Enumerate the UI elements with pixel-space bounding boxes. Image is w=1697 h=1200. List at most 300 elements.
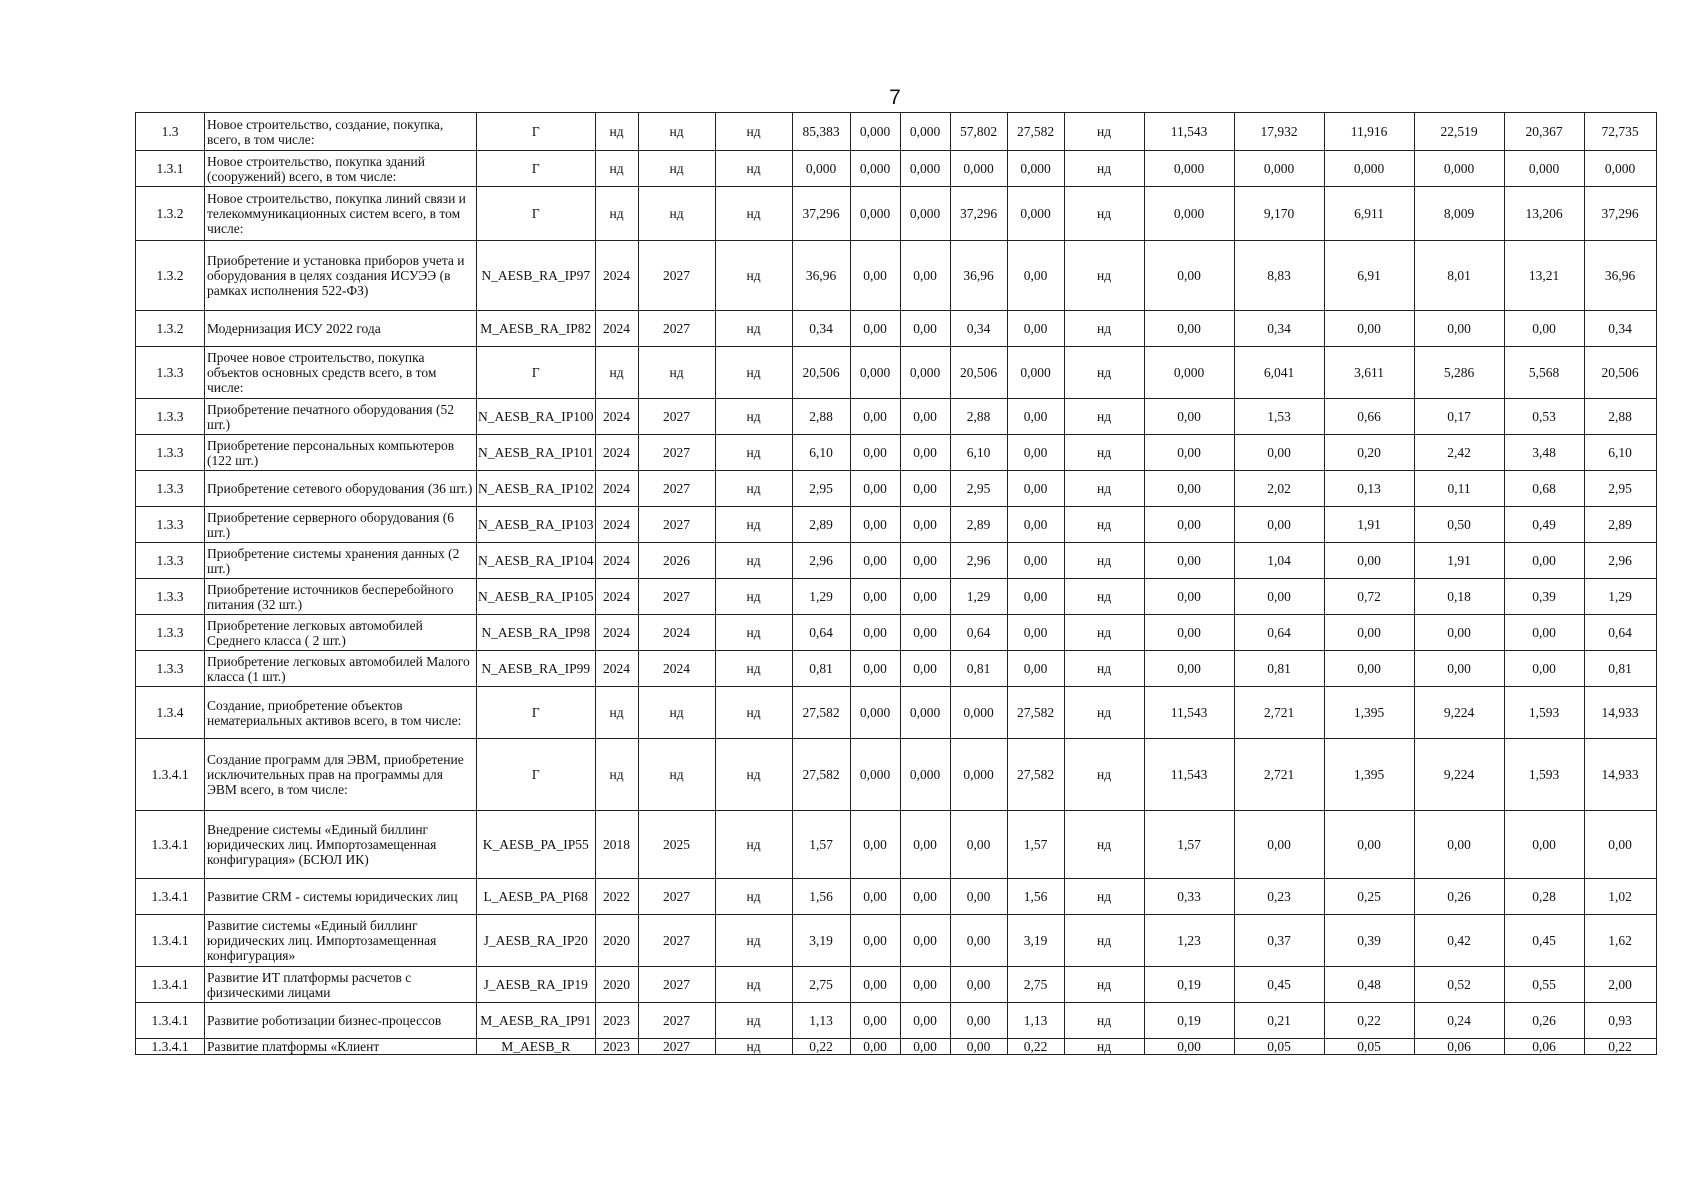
row-number: 1.3.4 bbox=[136, 687, 205, 739]
table-row bbox=[136, 311, 1657, 347]
table-row bbox=[136, 543, 1657, 579]
year-value-cell: 3,611 bbox=[1324, 347, 1414, 399]
value-cell: 27,582 bbox=[1007, 687, 1064, 739]
end-year: 2024 bbox=[638, 615, 715, 651]
value-cell: 0,000 bbox=[900, 739, 950, 811]
year-value-cell: 0,00 bbox=[1144, 241, 1234, 311]
status-cell: нд bbox=[1064, 543, 1144, 579]
value-cell: 0,00 bbox=[950, 1039, 1007, 1055]
status-cell: нд bbox=[1064, 579, 1144, 615]
end-year: 2024 bbox=[638, 651, 715, 687]
value-cell: 0,00 bbox=[900, 241, 950, 311]
year-value-cell: 8,83 bbox=[1234, 241, 1324, 311]
status-cell: нд bbox=[715, 967, 792, 1003]
year-value-cell: 72,735 bbox=[1584, 113, 1656, 151]
value-cell: 0,00 bbox=[850, 915, 900, 967]
table-row bbox=[136, 507, 1657, 543]
year-value-cell: 0,000 bbox=[1144, 187, 1234, 241]
year-value-cell: 0,00 bbox=[1504, 811, 1584, 879]
year-value-cell: 1,53 bbox=[1234, 399, 1324, 435]
end-year: 2027 bbox=[638, 471, 715, 507]
year-value-cell: 13,21 bbox=[1504, 241, 1584, 311]
status-cell: нд bbox=[715, 241, 792, 311]
start-year: 2024 bbox=[595, 543, 638, 579]
year-value-cell: 0,00 bbox=[1234, 811, 1324, 879]
project-name: Приобретение и установка приборов учета и оборудования в целях создания ИСУЭЭ (в рамках исполнения 522-ФЗ) bbox=[205, 241, 477, 311]
start-year: 2024 bbox=[595, 399, 638, 435]
year-value-cell: 2,721 bbox=[1234, 687, 1324, 739]
status-cell: нд bbox=[1064, 151, 1144, 187]
start-year: 2018 bbox=[595, 811, 638, 879]
value-cell: 0,00 bbox=[850, 1039, 900, 1055]
table-row bbox=[136, 471, 1657, 507]
start-year: 2020 bbox=[595, 915, 638, 967]
year-value-cell: 0,50 bbox=[1414, 507, 1504, 543]
year-value-cell: 0,000 bbox=[1584, 151, 1656, 187]
value-cell: 1,57 bbox=[792, 811, 850, 879]
value-cell: 0,000 bbox=[850, 347, 900, 399]
end-year: нд bbox=[638, 187, 715, 241]
year-value-cell: 0,000 bbox=[1504, 151, 1584, 187]
investment-program-table bbox=[135, 112, 1657, 1055]
status-cell: нд bbox=[715, 651, 792, 687]
year-value-cell: 0,37 bbox=[1234, 915, 1324, 967]
project-name: Приобретение сетевого оборудования (36 шт.) bbox=[205, 471, 477, 507]
value-cell: 0,000 bbox=[850, 113, 900, 151]
table-row bbox=[136, 879, 1657, 915]
year-value-cell: 0,48 bbox=[1324, 967, 1414, 1003]
year-value-cell: 9,224 bbox=[1414, 739, 1504, 811]
year-value-cell: 9,224 bbox=[1414, 687, 1504, 739]
year-value-cell: 0,00 bbox=[1414, 811, 1504, 879]
status-cell: нд bbox=[1064, 435, 1144, 471]
end-year: 2027 bbox=[638, 915, 715, 967]
table-row bbox=[136, 435, 1657, 471]
value-cell: 0,34 bbox=[792, 311, 850, 347]
row-number: 1.3.3 bbox=[136, 543, 205, 579]
year-value-cell: 9,170 bbox=[1234, 187, 1324, 241]
value-cell: 0,00 bbox=[850, 579, 900, 615]
year-value-cell: 1,02 bbox=[1584, 879, 1656, 915]
year-value-cell: 0,66 bbox=[1324, 399, 1414, 435]
end-year: нд bbox=[638, 739, 715, 811]
start-year: 2024 bbox=[595, 615, 638, 651]
year-value-cell: 0,00 bbox=[1324, 615, 1414, 651]
project-code: Г bbox=[477, 151, 596, 187]
year-value-cell: 20,506 bbox=[1584, 347, 1656, 399]
table-row bbox=[136, 187, 1657, 241]
year-value-cell: 0,000 bbox=[1414, 151, 1504, 187]
year-value-cell: 14,933 bbox=[1584, 687, 1656, 739]
row-number: 1.3.3 bbox=[136, 399, 205, 435]
start-year: нд bbox=[595, 113, 638, 151]
year-value-cell: 0,72 bbox=[1324, 579, 1414, 615]
value-cell: 0,00 bbox=[850, 615, 900, 651]
value-cell: 0,34 bbox=[950, 311, 1007, 347]
project-name: Новое строительство, создание, покупка, всего, в том числе: bbox=[205, 113, 477, 151]
value-cell: 0,22 bbox=[1007, 1039, 1064, 1055]
year-value-cell: 0,49 bbox=[1504, 507, 1584, 543]
year-value-cell: 0,13 bbox=[1324, 471, 1414, 507]
value-cell: 0,00 bbox=[1007, 435, 1064, 471]
status-cell: нд bbox=[1064, 399, 1144, 435]
year-value-cell: 0,000 bbox=[1234, 151, 1324, 187]
year-value-cell: 0,00 bbox=[1504, 543, 1584, 579]
page-number: 7 bbox=[889, 86, 901, 109]
end-year: 2027 bbox=[638, 1003, 715, 1039]
value-cell: 0,00 bbox=[900, 615, 950, 651]
start-year: 2024 bbox=[595, 311, 638, 347]
status-cell: нд bbox=[715, 347, 792, 399]
start-year: нд bbox=[595, 687, 638, 739]
year-value-cell: 0,000 bbox=[1324, 151, 1414, 187]
value-cell: 0,00 bbox=[1007, 471, 1064, 507]
table-row bbox=[136, 615, 1657, 651]
value-cell: 0,00 bbox=[900, 879, 950, 915]
year-value-cell: 0,34 bbox=[1584, 311, 1656, 347]
start-year: нд bbox=[595, 739, 638, 811]
value-cell: 0,00 bbox=[900, 311, 950, 347]
year-value-cell: 2,96 bbox=[1584, 543, 1656, 579]
year-value-cell: 22,519 bbox=[1414, 113, 1504, 151]
status-cell: нд bbox=[1064, 241, 1144, 311]
row-number: 1.3.3 bbox=[136, 347, 205, 399]
project-code: N_AESB_RA_IP104 bbox=[477, 543, 596, 579]
table-row bbox=[136, 399, 1657, 435]
year-value-cell: 0,00 bbox=[1504, 651, 1584, 687]
value-cell: 0,000 bbox=[792, 151, 850, 187]
year-value-cell: 2,02 bbox=[1234, 471, 1324, 507]
status-cell: нд bbox=[715, 615, 792, 651]
value-cell: 0,00 bbox=[900, 651, 950, 687]
value-cell: 0,81 bbox=[792, 651, 850, 687]
project-name: Внедрение системы «Единый биллинг юридических лиц. Импортозамещенная конфигурация» (БСЮЛ ИК) bbox=[205, 811, 477, 879]
value-cell: 2,89 bbox=[950, 507, 1007, 543]
year-value-cell: 0,000 bbox=[1144, 347, 1234, 399]
table-row bbox=[136, 347, 1657, 399]
table-row bbox=[136, 651, 1657, 687]
value-cell: 0,00 bbox=[850, 1003, 900, 1039]
year-value-cell: 0,00 bbox=[1414, 311, 1504, 347]
value-cell: 6,10 bbox=[792, 435, 850, 471]
year-value-cell: 0,05 bbox=[1234, 1039, 1324, 1055]
year-value-cell: 0,00 bbox=[1234, 435, 1324, 471]
project-code: N_AESB_RA_IP99 bbox=[477, 651, 596, 687]
year-value-cell: 0,05 bbox=[1324, 1039, 1414, 1055]
value-cell: 0,00 bbox=[900, 471, 950, 507]
value-cell: 0,00 bbox=[1007, 651, 1064, 687]
project-code: Г bbox=[477, 347, 596, 399]
row-number: 1.3.4.1 bbox=[136, 879, 205, 915]
year-value-cell: 1,23 bbox=[1144, 915, 1234, 967]
value-cell: 0,81 bbox=[950, 651, 1007, 687]
status-cell: нд bbox=[1064, 967, 1144, 1003]
row-number: 1.3.2 bbox=[136, 241, 205, 311]
project-name: Прочее новое строительство, покупка объектов основных средств всего, в том числе: bbox=[205, 347, 477, 399]
year-value-cell: 1,593 bbox=[1504, 739, 1584, 811]
project-name: Приобретение легковых автомобилей Малого класса (1 шт.) bbox=[205, 651, 477, 687]
value-cell: 0,00 bbox=[1007, 311, 1064, 347]
value-cell: 1,56 bbox=[792, 879, 850, 915]
status-cell: нд bbox=[1064, 739, 1144, 811]
value-cell: 0,00 bbox=[850, 543, 900, 579]
row-number: 1.3.3 bbox=[136, 615, 205, 651]
value-cell: 1,57 bbox=[1007, 811, 1064, 879]
value-cell: 2,96 bbox=[792, 543, 850, 579]
project-code: N_AESB_RA_IP98 bbox=[477, 615, 596, 651]
year-value-cell: 0,25 bbox=[1324, 879, 1414, 915]
value-cell: 6,10 bbox=[950, 435, 1007, 471]
project-code: Г bbox=[477, 187, 596, 241]
status-cell: нд bbox=[715, 435, 792, 471]
project-name: Новое строительство, покупка зданий (сооружений) всего, в том числе: bbox=[205, 151, 477, 187]
year-value-cell: 0,00 bbox=[1234, 579, 1324, 615]
project-code: M_AESB_RA_IP82 bbox=[477, 311, 596, 347]
project-code: N_AESB_RA_IP100 bbox=[477, 399, 596, 435]
year-value-cell: 0,06 bbox=[1504, 1039, 1584, 1055]
table-row bbox=[136, 1039, 1657, 1055]
year-value-cell: 1,04 bbox=[1234, 543, 1324, 579]
year-value-cell: 0,00 bbox=[1144, 399, 1234, 435]
table-row bbox=[136, 113, 1657, 151]
value-cell: 0,000 bbox=[900, 687, 950, 739]
year-value-cell: 0,06 bbox=[1414, 1039, 1504, 1055]
year-value-cell: 1,57 bbox=[1144, 811, 1234, 879]
project-code: J_AESB_RA_IP19 bbox=[477, 967, 596, 1003]
value-cell: 36,96 bbox=[792, 241, 850, 311]
status-cell: нд bbox=[715, 811, 792, 879]
year-value-cell: 1,395 bbox=[1324, 687, 1414, 739]
year-value-cell: 0,22 bbox=[1584, 1039, 1656, 1055]
year-value-cell: 0,45 bbox=[1504, 915, 1584, 967]
year-value-cell: 3,48 bbox=[1504, 435, 1584, 471]
year-value-cell: 0,39 bbox=[1504, 579, 1584, 615]
project-name: Развитие системы «Единый биллинг юридических лиц. Импортозамещенная конфигурация» bbox=[205, 915, 477, 967]
row-number: 1.3.2 bbox=[136, 187, 205, 241]
status-cell: нд bbox=[715, 879, 792, 915]
start-year: 2024 bbox=[595, 579, 638, 615]
project-name: Развитие CRM - системы юридических лиц bbox=[205, 879, 477, 915]
end-year: 2027 bbox=[638, 1039, 715, 1055]
project-name: Развитие ИТ платформы расчетов с физическими лицами bbox=[205, 967, 477, 1003]
value-cell: 2,89 bbox=[792, 507, 850, 543]
value-cell: 0,22 bbox=[792, 1039, 850, 1055]
row-number: 1.3.4.1 bbox=[136, 739, 205, 811]
project-name: Приобретение серверного оборудования (6 шт.) bbox=[205, 507, 477, 543]
row-number: 1.3.1 bbox=[136, 151, 205, 187]
value-cell: 27,582 bbox=[1007, 739, 1064, 811]
year-value-cell: 0,000 bbox=[1144, 151, 1234, 187]
year-value-cell: 0,52 bbox=[1414, 967, 1504, 1003]
row-number: 1.3.4.1 bbox=[136, 811, 205, 879]
status-cell: нд bbox=[1064, 311, 1144, 347]
table-row bbox=[136, 241, 1657, 311]
row-number: 1.3.4.1 bbox=[136, 1039, 205, 1055]
year-value-cell: 0,28 bbox=[1504, 879, 1584, 915]
value-cell: 0,00 bbox=[900, 967, 950, 1003]
project-code: L_AESB_PA_PI68 bbox=[477, 879, 596, 915]
value-cell: 0,00 bbox=[950, 967, 1007, 1003]
year-value-cell: 1,593 bbox=[1504, 687, 1584, 739]
table-row bbox=[136, 579, 1657, 615]
value-cell: 0,000 bbox=[950, 151, 1007, 187]
value-cell: 2,88 bbox=[792, 399, 850, 435]
table-row bbox=[136, 967, 1657, 1003]
project-name: Модернизация ИСУ 2022 года bbox=[205, 311, 477, 347]
project-name: Развитие роботизации бизнес-процессов bbox=[205, 1003, 477, 1039]
year-value-cell: 0,20 bbox=[1324, 435, 1414, 471]
value-cell: 1,29 bbox=[950, 579, 1007, 615]
end-year: 2027 bbox=[638, 311, 715, 347]
year-value-cell: 0,33 bbox=[1144, 879, 1234, 915]
value-cell: 0,00 bbox=[900, 1039, 950, 1055]
start-year: 2023 bbox=[595, 1003, 638, 1039]
year-value-cell: 0,00 bbox=[1234, 507, 1324, 543]
value-cell: 0,000 bbox=[950, 739, 1007, 811]
year-value-cell: 0,00 bbox=[1144, 543, 1234, 579]
project-name: Приобретение источников бесперебойного питания (32 шт.) bbox=[205, 579, 477, 615]
value-cell: 3,19 bbox=[1007, 915, 1064, 967]
year-value-cell: 0,00 bbox=[1414, 651, 1504, 687]
end-year: 2027 bbox=[638, 579, 715, 615]
start-year: нд bbox=[595, 151, 638, 187]
year-value-cell: 1,62 bbox=[1584, 915, 1656, 967]
status-cell: нд bbox=[1064, 113, 1144, 151]
value-cell: 0,00 bbox=[850, 651, 900, 687]
year-value-cell: 8,009 bbox=[1414, 187, 1504, 241]
value-cell: 0,000 bbox=[1007, 151, 1064, 187]
year-value-cell: 11,543 bbox=[1144, 687, 1234, 739]
project-code: N_AESB_RA_IP105 bbox=[477, 579, 596, 615]
year-value-cell: 1,91 bbox=[1414, 543, 1504, 579]
project-code: Г bbox=[477, 687, 596, 739]
project-name: Создание, приобретение объектов нематериальных активов всего, в том числе: bbox=[205, 687, 477, 739]
value-cell: 0,00 bbox=[850, 811, 900, 879]
end-year: нд bbox=[638, 151, 715, 187]
end-year: 2027 bbox=[638, 241, 715, 311]
table-body bbox=[136, 113, 1657, 1055]
value-cell: 0,00 bbox=[950, 1003, 1007, 1039]
project-name: Приобретение персональных компьютеров (122 шт.) bbox=[205, 435, 477, 471]
value-cell: 2,75 bbox=[1007, 967, 1064, 1003]
value-cell: 20,506 bbox=[792, 347, 850, 399]
table-row bbox=[136, 739, 1657, 811]
project-code: M_AESB_RA_IP91 bbox=[477, 1003, 596, 1039]
year-value-cell: 6,911 bbox=[1324, 187, 1414, 241]
end-year: 2027 bbox=[638, 399, 715, 435]
status-cell: нд bbox=[715, 151, 792, 187]
year-value-cell: 0,00 bbox=[1584, 811, 1656, 879]
year-value-cell: 0,00 bbox=[1324, 311, 1414, 347]
value-cell: 0,00 bbox=[900, 399, 950, 435]
value-cell: 0,00 bbox=[900, 543, 950, 579]
status-cell: нд bbox=[715, 187, 792, 241]
start-year: 2023 bbox=[595, 1039, 638, 1055]
year-value-cell: 14,933 bbox=[1584, 739, 1656, 811]
year-value-cell: 0,00 bbox=[1144, 615, 1234, 651]
year-value-cell: 1,29 bbox=[1584, 579, 1656, 615]
value-cell: 0,00 bbox=[900, 915, 950, 967]
value-cell: 0,000 bbox=[850, 151, 900, 187]
year-value-cell: 0,19 bbox=[1144, 967, 1234, 1003]
status-cell: нд bbox=[715, 1003, 792, 1039]
status-cell: нд bbox=[715, 471, 792, 507]
year-value-cell: 0,21 bbox=[1234, 1003, 1324, 1039]
value-cell: 1,13 bbox=[792, 1003, 850, 1039]
year-value-cell: 0,26 bbox=[1504, 1003, 1584, 1039]
end-year: нд bbox=[638, 687, 715, 739]
value-cell: 37,296 bbox=[950, 187, 1007, 241]
value-cell: 0,00 bbox=[900, 435, 950, 471]
year-value-cell: 0,00 bbox=[1144, 311, 1234, 347]
year-value-cell: 0,81 bbox=[1234, 651, 1324, 687]
value-cell: 2,96 bbox=[950, 543, 1007, 579]
year-value-cell: 0,45 bbox=[1234, 967, 1324, 1003]
year-value-cell: 0,19 bbox=[1144, 1003, 1234, 1039]
value-cell: 27,582 bbox=[1007, 113, 1064, 151]
end-year: 2027 bbox=[638, 507, 715, 543]
year-value-cell: 0,68 bbox=[1504, 471, 1584, 507]
project-name: Создание программ для ЭВМ, приобретение исключительных прав на программы для ЭВМ всего, в том числе: bbox=[205, 739, 477, 811]
status-cell: нд bbox=[1064, 915, 1144, 967]
end-year: нд bbox=[638, 113, 715, 151]
value-cell: 0,00 bbox=[850, 507, 900, 543]
value-cell: 0,00 bbox=[850, 399, 900, 435]
status-cell: нд bbox=[715, 399, 792, 435]
value-cell: 0,00 bbox=[850, 967, 900, 1003]
table-row bbox=[136, 811, 1657, 879]
start-year: нд bbox=[595, 347, 638, 399]
value-cell: 0,000 bbox=[900, 187, 950, 241]
year-value-cell: 0,93 bbox=[1584, 1003, 1656, 1039]
year-value-cell: 1,395 bbox=[1324, 739, 1414, 811]
year-value-cell: 11,916 bbox=[1324, 113, 1414, 151]
year-value-cell: 0,00 bbox=[1504, 615, 1584, 651]
year-value-cell: 0,24 bbox=[1414, 1003, 1504, 1039]
status-cell: нд bbox=[1064, 651, 1144, 687]
project-name: Приобретение печатного оборудования (52 шт.) bbox=[205, 399, 477, 435]
year-value-cell: 0,55 bbox=[1504, 967, 1584, 1003]
status-cell: нд bbox=[715, 113, 792, 151]
year-value-cell: 0,64 bbox=[1584, 615, 1656, 651]
year-value-cell: 0,18 bbox=[1414, 579, 1504, 615]
value-cell: 1,29 bbox=[792, 579, 850, 615]
value-cell: 0,00 bbox=[850, 311, 900, 347]
status-cell: нд bbox=[715, 543, 792, 579]
start-year: 2024 bbox=[595, 241, 638, 311]
value-cell: 0,000 bbox=[900, 347, 950, 399]
status-cell: нд bbox=[1064, 687, 1144, 739]
year-value-cell: 0,00 bbox=[1324, 651, 1414, 687]
year-value-cell: 37,296 bbox=[1584, 187, 1656, 241]
project-code: N_AESB_RA_IP97 bbox=[477, 241, 596, 311]
value-cell: 0,00 bbox=[850, 879, 900, 915]
value-cell: 1,56 bbox=[1007, 879, 1064, 915]
status-cell: нд bbox=[715, 687, 792, 739]
year-value-cell: 1,91 bbox=[1324, 507, 1414, 543]
value-cell: 0,00 bbox=[900, 579, 950, 615]
value-cell: 0,64 bbox=[792, 615, 850, 651]
year-value-cell: 2,88 bbox=[1584, 399, 1656, 435]
value-cell: 0,00 bbox=[850, 241, 900, 311]
end-year: 2027 bbox=[638, 435, 715, 471]
value-cell: 36,96 bbox=[950, 241, 1007, 311]
row-number: 1.3.3 bbox=[136, 471, 205, 507]
year-value-cell: 11,543 bbox=[1144, 113, 1234, 151]
status-cell: нд bbox=[1064, 879, 1144, 915]
value-cell: 0,00 bbox=[950, 879, 1007, 915]
project-code: N_AESB_RA_IP101 bbox=[477, 435, 596, 471]
